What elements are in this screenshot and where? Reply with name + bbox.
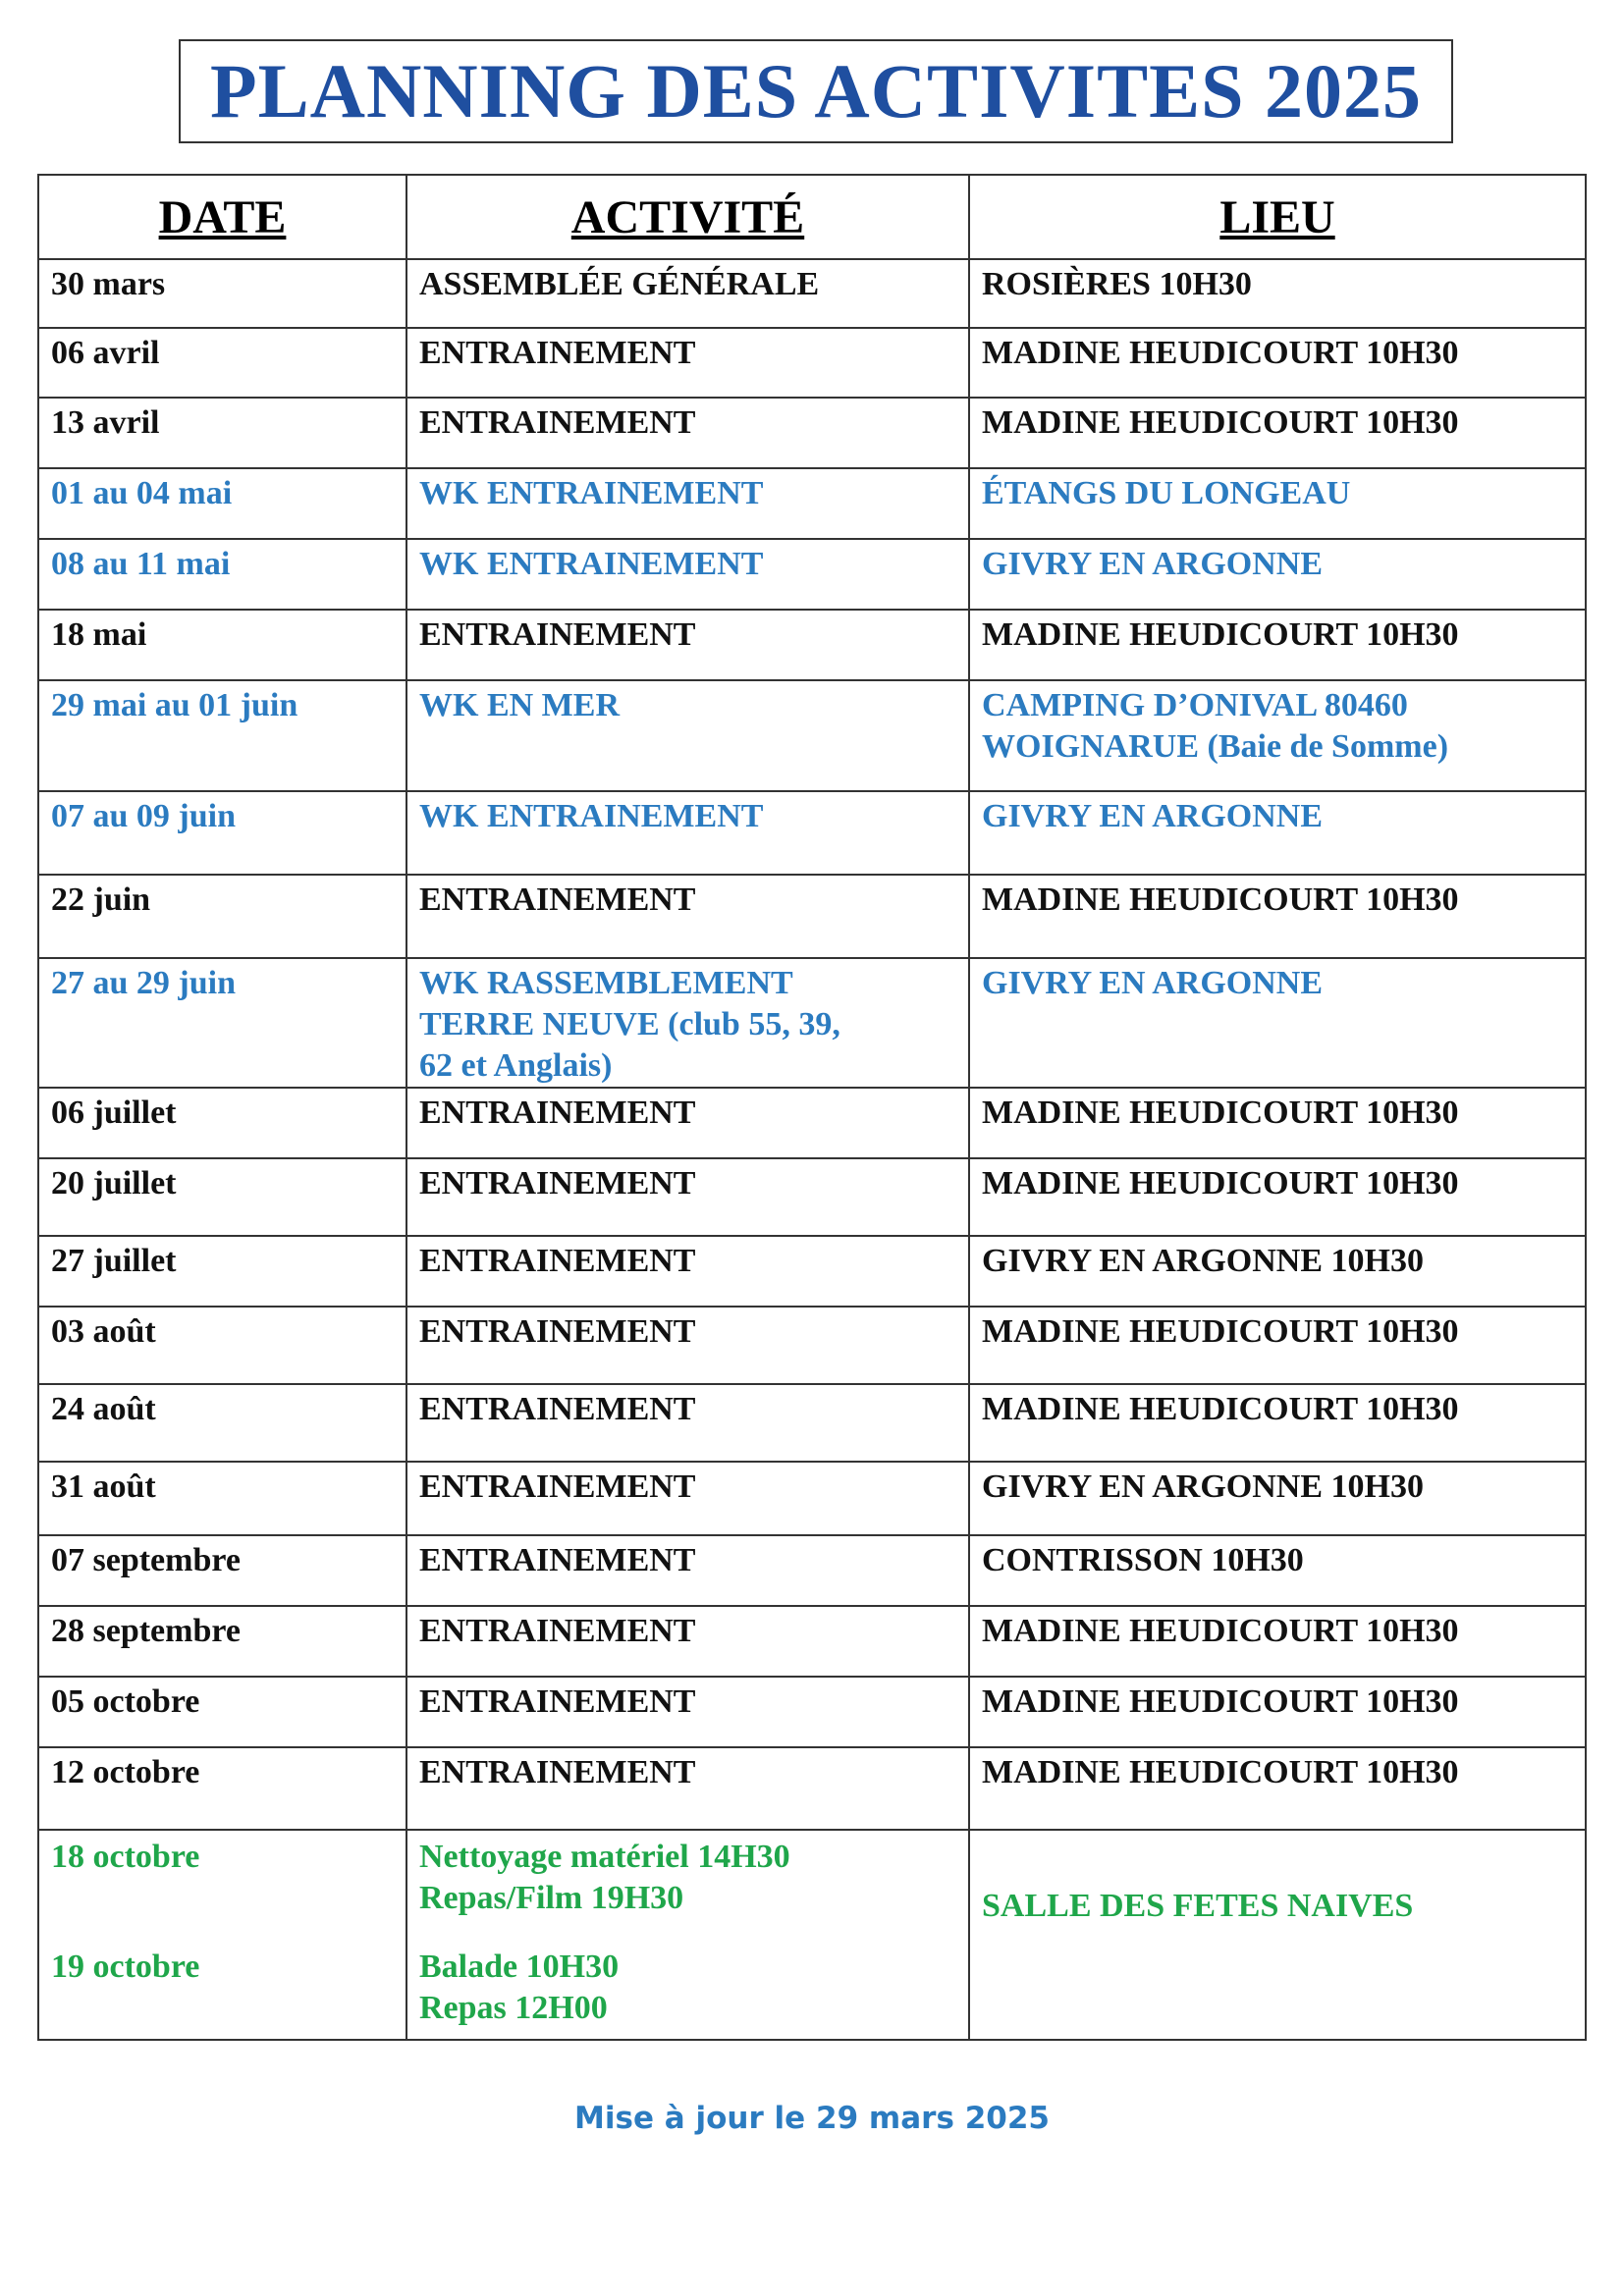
place-cell — [969, 875, 1586, 958]
place-cell — [969, 328, 1586, 398]
table-header-row — [38, 175, 1586, 259]
activity-text: ENTRAINEMENT — [419, 1095, 696, 1131]
place-cell — [969, 791, 1586, 875]
table-row — [38, 1747, 1586, 1830]
table-row — [38, 1535, 1586, 1606]
activity-text: WK ENTRAINEMENT — [419, 798, 764, 834]
place-text: MADINE HEUDICOURT 10H30 — [982, 616, 1459, 653]
place-cell — [969, 539, 1586, 610]
place-cell — [969, 1158, 1586, 1236]
activity-text: WK EN MER — [419, 687, 620, 723]
date-text: 07 septembre — [51, 1542, 241, 1578]
table-row — [38, 1677, 1586, 1747]
activities-table — [37, 174, 1587, 2041]
activity-text: ENTRAINEMENT — [419, 1613, 696, 1649]
date-text: 03 août — [51, 1313, 156, 1350]
date-cell — [38, 1535, 406, 1606]
table-row — [38, 610, 1586, 680]
place-text: MADINE HEUDICOURT 10H30 — [982, 1313, 1459, 1350]
activity-text: Nettoyage matériel 14H30 — [419, 1839, 790, 1875]
activity-cell — [406, 398, 969, 468]
table-row — [38, 680, 1586, 791]
place-cell — [969, 610, 1586, 680]
place-cell — [969, 1535, 1586, 1606]
activity-text: ENTRAINEMENT — [419, 1391, 696, 1427]
place-text: WOIGNARUE (Baie de Somme) — [982, 728, 1449, 765]
table-row — [38, 539, 1586, 610]
activity-text: WK ENTRAINEMENT — [419, 475, 764, 511]
place-text: MADINE HEUDICOURT 10H30 — [982, 1754, 1459, 1790]
place-cell — [969, 1830, 1586, 2040]
page-title: PLANNING DES ACTIVITES 2025 — [209, 48, 1423, 133]
update-note: Mise à jour le 29 mars 2025 — [574, 2101, 1050, 2136]
place-text: ÉTANGS DU LONGEAU — [982, 475, 1351, 511]
date-text: 13 avril — [51, 404, 160, 441]
place-text: GIVRY EN ARGONNE 10H30 — [982, 1468, 1424, 1505]
date-cell — [38, 328, 406, 398]
date-text: 22 juin — [51, 881, 151, 918]
activity-text: ASSEMBLÉE GÉNÉRALE — [419, 266, 820, 302]
activity-text: ENTRAINEMENT — [419, 1542, 696, 1578]
place-cell — [969, 259, 1586, 328]
place-cell — [969, 1307, 1586, 1384]
date-text: 24 août — [51, 1391, 156, 1427]
activity-cell — [406, 259, 969, 328]
header-place: LIEU — [969, 175, 1586, 259]
table-row — [38, 1088, 1586, 1158]
activity-cell — [406, 1606, 969, 1677]
activity-cell — [406, 1384, 969, 1462]
activity-text: ENTRAINEMENT — [419, 335, 696, 371]
place-text: SALLE DES FETES NAIVES — [982, 1888, 1414, 1924]
activity-text: 62 et Anglais) — [419, 1047, 613, 1084]
place-text: MADINE HEUDICOURT 10H30 — [982, 1391, 1459, 1427]
place-text: MADINE HEUDICOURT 10H30 — [982, 1683, 1459, 1720]
place-cell — [969, 1384, 1586, 1462]
activity-cell — [406, 680, 969, 791]
date-cell — [38, 259, 406, 328]
table-row — [38, 398, 1586, 468]
activity-cell — [406, 1236, 969, 1307]
date-text: 18 octobre — [51, 1839, 200, 1875]
date-cell — [38, 1462, 406, 1535]
date-cell — [38, 1088, 406, 1158]
date-cell — [38, 1236, 406, 1307]
date-cell — [38, 958, 406, 1088]
table-row — [38, 259, 1586, 328]
activity-text: ENTRAINEMENT — [419, 616, 696, 653]
date-cell — [38, 539, 406, 610]
title-box — [179, 39, 1453, 143]
date-text: 28 septembre — [51, 1613, 241, 1649]
activity-text: WK RASSEMBLEMENT — [419, 965, 793, 1001]
place-text: MADINE HEUDICOURT 10H30 — [982, 1095, 1459, 1131]
place-cell — [969, 680, 1586, 791]
date-cell — [38, 791, 406, 875]
activity-text: ENTRAINEMENT — [419, 1243, 696, 1279]
place-text: GIVRY EN ARGONNE 10H30 — [982, 1243, 1424, 1279]
activity-cell — [406, 1677, 969, 1747]
activity-cell — [406, 1307, 969, 1384]
date-text: 01 au 04 mai — [51, 475, 233, 511]
date-cell — [38, 398, 406, 468]
date-text: 30 mars — [51, 266, 166, 302]
date-text: 08 au 11 mai — [51, 546, 231, 582]
date-text: 29 mai au 01 juin — [51, 687, 298, 723]
table-row — [38, 875, 1586, 958]
table-row — [38, 1307, 1586, 1384]
date-text: 12 octobre — [51, 1754, 200, 1790]
place-text: MADINE HEUDICOURT 10H30 — [982, 404, 1459, 441]
activity-cell — [406, 1158, 969, 1236]
activity-cell — [406, 1747, 969, 1830]
date-text: 27 au 29 juin — [51, 965, 236, 1001]
date-text: 27 juillet — [51, 1243, 177, 1279]
place-cell — [969, 1088, 1586, 1158]
place-cell — [969, 1606, 1586, 1677]
place-cell — [969, 1462, 1586, 1535]
activity-cell — [406, 468, 969, 539]
table-row — [38, 791, 1586, 875]
date-text: 18 mai — [51, 616, 147, 653]
activity-cell — [406, 791, 969, 875]
table-row — [38, 1158, 1586, 1236]
activity-cell — [406, 875, 969, 958]
table-row — [38, 468, 1586, 539]
date-cell — [38, 1384, 406, 1462]
header-activity: ACTIVITÉ — [406, 175, 969, 259]
date-text: 06 avril — [51, 335, 160, 371]
place-cell — [969, 398, 1586, 468]
place-cell — [969, 1747, 1586, 1830]
date-cell — [38, 468, 406, 539]
table-row — [38, 958, 1586, 1088]
date-text: 07 au 09 juin — [51, 798, 236, 834]
activity-text: TERRE NEUVE (club 55, 39, — [419, 1006, 840, 1042]
table-row — [38, 1462, 1586, 1535]
activity-text: ENTRAINEMENT — [419, 1313, 696, 1350]
activity-text: ENTRAINEMENT — [419, 1165, 696, 1201]
table-row — [38, 1384, 1586, 1462]
place-text: CAMPING D’ONIVAL 80460 — [982, 687, 1408, 723]
date-cell — [38, 1747, 406, 1830]
date-cell — [38, 1307, 406, 1384]
table-row — [38, 1830, 1586, 2040]
date-text: 06 juillet — [51, 1095, 177, 1131]
place-text: GIVRY EN ARGONNE — [982, 546, 1324, 582]
place-text: MADINE HEUDICOURT 10H30 — [982, 335, 1459, 371]
date-text: 05 octobre — [51, 1683, 200, 1720]
place-text: MADINE HEUDICOURT 10H30 — [982, 1613, 1459, 1649]
place-text: MADINE HEUDICOURT 10H30 — [982, 881, 1459, 918]
place-cell — [969, 1236, 1586, 1307]
date-cell — [38, 1677, 406, 1747]
activity-cell — [406, 1462, 969, 1535]
activity-text: ENTRAINEMENT — [419, 881, 696, 918]
activity-cell — [406, 328, 969, 398]
date-text: 20 juillet — [51, 1165, 177, 1201]
date-cell — [38, 610, 406, 680]
place-text: GIVRY EN ARGONNE — [982, 965, 1324, 1001]
table-row — [38, 1606, 1586, 1677]
date-cell — [38, 875, 406, 958]
date-text: 31 août — [51, 1468, 156, 1505]
place-text: CONTRISSON 10H30 — [982, 1542, 1304, 1578]
activity-text: Balade 10H30 — [419, 1949, 620, 1985]
table-row — [38, 1236, 1586, 1307]
activity-text: ENTRAINEMENT — [419, 404, 696, 441]
activity-cell — [406, 539, 969, 610]
date-cell — [38, 680, 406, 791]
place-text: GIVRY EN ARGONNE — [982, 798, 1324, 834]
activity-cell — [406, 958, 969, 1088]
activity-cell — [406, 1535, 969, 1606]
activity-cell — [406, 1830, 969, 2040]
date-cell — [38, 1158, 406, 1236]
date-text: 19 octobre — [51, 1949, 200, 1985]
activity-text: ENTRAINEMENT — [419, 1754, 696, 1790]
activity-text: ENTRAINEMENT — [419, 1468, 696, 1505]
header-date: DATE — [38, 175, 406, 259]
place-text: ROSIÈRES 10H30 — [982, 266, 1252, 302]
place-text: MADINE HEUDICOURT 10H30 — [982, 1165, 1459, 1201]
place-cell — [969, 468, 1586, 539]
activity-cell — [406, 610, 969, 680]
activity-cell — [406, 1088, 969, 1158]
place-cell — [969, 1677, 1586, 1747]
activity-text: ENTRAINEMENT — [419, 1683, 696, 1720]
date-cell — [38, 1830, 406, 2040]
place-cell — [969, 958, 1586, 1088]
activity-text: Repas 12H00 — [419, 1990, 608, 2026]
table-row — [38, 328, 1586, 398]
activity-text: WK ENTRAINEMENT — [419, 546, 764, 582]
activity-text: Repas/Film 19H30 — [419, 1880, 684, 1916]
date-cell — [38, 1606, 406, 1677]
